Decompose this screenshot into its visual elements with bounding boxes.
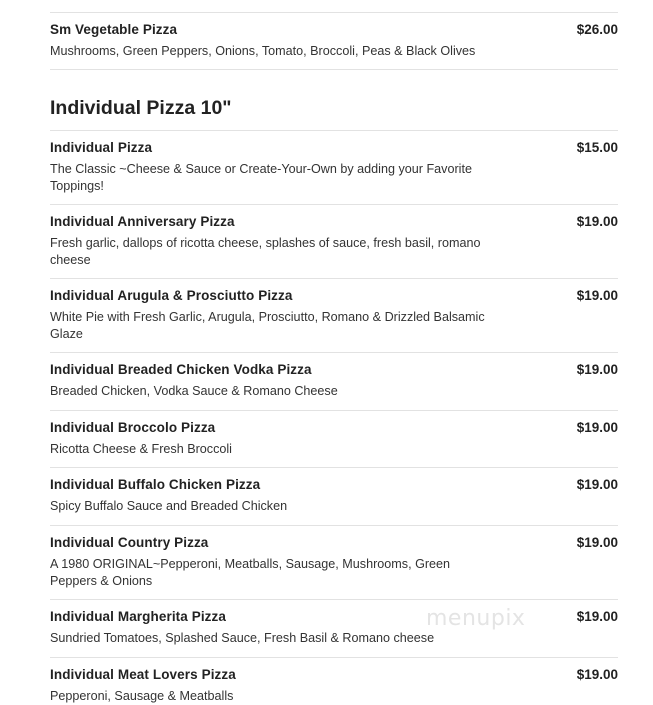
item-price: $19.00 <box>576 420 618 435</box>
section-title: Individual Pizza 10" <box>50 70 618 131</box>
item-price: $19.00 <box>576 288 618 303</box>
item-price: $19.00 <box>576 362 618 377</box>
item-description: Pepperoni, Sausage & Meatballs <box>50 689 234 703</box>
item-description: Mushrooms, Green Peppers, Onions, Tomato, Broccoli, Peas & Black Olives <box>50 44 476 58</box>
item-name: Individual Margherita Pizza <box>50 609 226 624</box>
item-name: Individual Pizza <box>50 140 153 155</box>
item-description: Spicy Buffalo Sauce and Breaded Chicken <box>50 499 288 513</box>
divider <box>50 0 618 13</box>
item-price: $19.00 <box>576 214 618 229</box>
watermark: menupix <box>426 606 526 631</box>
menu-item <box>50 13 618 70</box>
item-name: Individual Broccolo Pizza <box>50 420 216 435</box>
item-description: Ricotta Cheese & Fresh Broccoli <box>50 442 232 456</box>
item-description: White Pie with Fresh Garlic, Arugula, Prosciutto, Romano & Drizzled Balsamic Glaze <box>50 310 485 341</box>
menu-content <box>50 0 618 705</box>
item-name: Individual Arugula & Prosciutto Pizza <box>50 288 293 303</box>
item-name: Individual Meat Lovers Pizza <box>50 667 236 682</box>
menu-item <box>50 526 618 600</box>
item-name: Individual Breaded Chicken Vodka Pizza <box>50 362 312 377</box>
menu-item <box>50 353 618 411</box>
item-description: Sundried Tomatoes, Splashed Sauce, Fresh Basil & Romano cheese <box>50 631 435 645</box>
item-description: Breaded Chicken, Vodka Sauce & Romano Cheese <box>50 384 338 398</box>
menu-item <box>50 411 618 468</box>
item-price: $19.00 <box>576 477 618 492</box>
item-name: Individual Country Pizza <box>50 535 209 550</box>
item-price: $19.00 <box>576 667 618 682</box>
menu-item <box>50 205 618 279</box>
item-price: $15.00 <box>576 140 618 155</box>
item-name: Individual Anniversary Pizza <box>50 214 235 229</box>
menu-item <box>50 600 618 658</box>
item-price: $19.00 <box>576 609 618 624</box>
item-description: The Classic ~Cheese & Sauce or Create-Your-Own by adding your Favorite Toppings! <box>50 162 472 193</box>
item-price: $26.00 <box>576 22 618 37</box>
menu-item <box>50 658 618 705</box>
item-name: Individual Buffalo Chicken Pizza <box>50 477 261 492</box>
item-description: A 1980 ORIGINAL~Pepperoni, Meatballs, Sausage, Mushrooms, Green Peppers & Onions <box>50 557 451 588</box>
menu-item <box>50 131 618 205</box>
item-price: $19.00 <box>576 535 618 550</box>
menu-item <box>50 468 618 526</box>
menu-item <box>50 279 618 353</box>
item-name: Sm Vegetable Pizza <box>50 22 178 37</box>
item-description: Fresh garlic, dallops of ricotta cheese, splashes of sauce, fresh basil, romano cheese <box>50 236 481 267</box>
